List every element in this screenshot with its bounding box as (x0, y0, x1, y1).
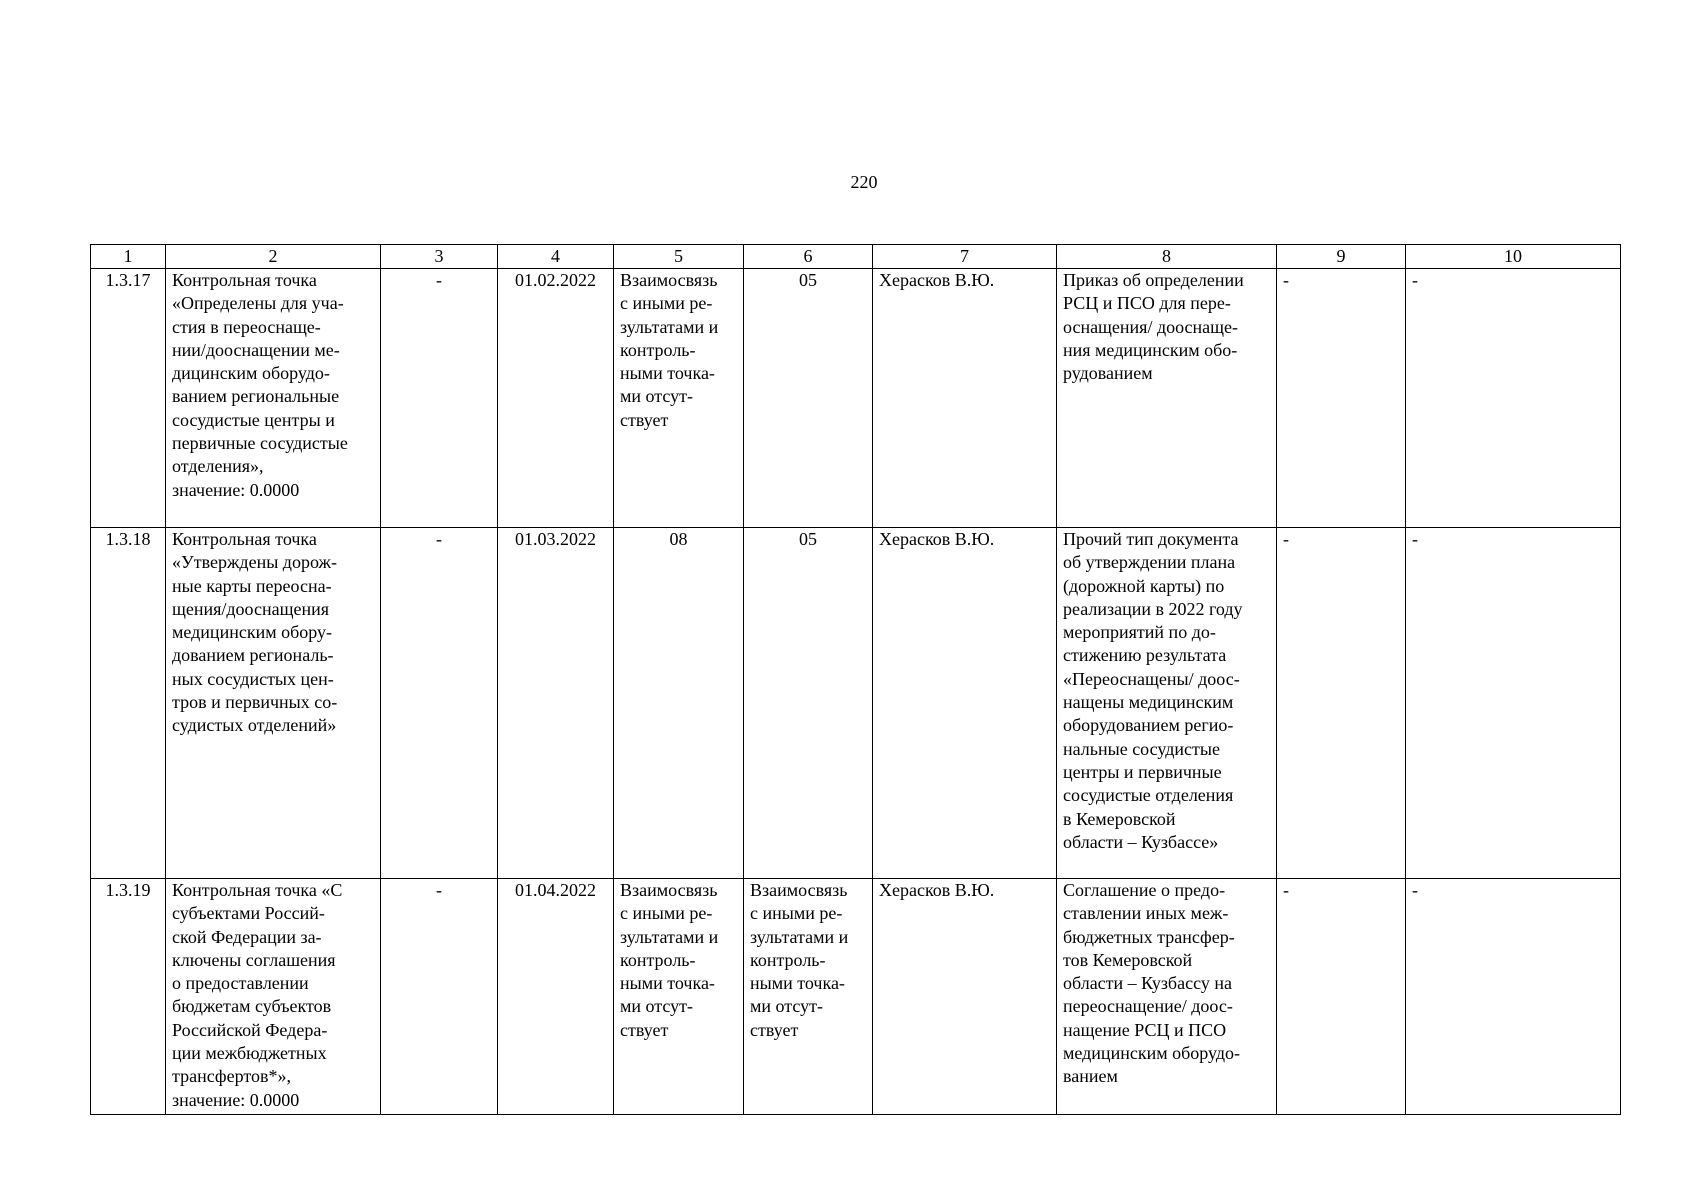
cell-col9: - (1277, 528, 1406, 879)
column-header: 6 (744, 245, 873, 269)
cell-col3: - (381, 528, 498, 879)
cell-responsible: Херасков В.Ю. (873, 269, 1057, 528)
cell-document: Приказ об определении РСЦ и ПСО для пере- оснащения/ дооснаще- ния медицинским обо- рудованием (1057, 269, 1277, 528)
column-header: 10 (1406, 245, 1621, 269)
table-row (91, 879, 1621, 1115)
row-number: 1.3.17 (91, 269, 166, 528)
cell-date: 01.02.2022 (498, 269, 614, 528)
cell-col10: - (1406, 528, 1621, 879)
cell-col9: - (1277, 879, 1406, 1115)
cell-col6: 05 (744, 269, 873, 528)
table-header-row (91, 245, 1621, 269)
cell-col6: 05 (744, 528, 873, 879)
column-header: 4 (498, 245, 614, 269)
cell-col3: - (381, 879, 498, 1115)
column-header: 3 (381, 245, 498, 269)
cell-document: Прочий тип документа об утверждении плана (дорожной карты) по реализации в 2022 году мероприятий по до- стижению результата «Переоснащены/ доос- нащены медицинским оборудованием регио- нальные сосудистые центры и первичные сосудистые отделения в Кемеровской области – Кузбассе» (1057, 528, 1277, 879)
row-number: 1.3.18 (91, 528, 166, 879)
cell-col5: Взаимосвязь с иными ре- зультатами и контроль- ными точка- ми отсут- ствует (614, 269, 744, 528)
control-points-table (90, 244, 1621, 1115)
column-header: 1 (91, 245, 166, 269)
cell-col5: 08 (614, 528, 744, 879)
control-point-name: Контрольная точка «Утверждены дорож- ные карты переосна- щения/дооснащения медицинским обору- дованием региональ- ных сосудистых цен- тров и первичных со- судистых отделений» (166, 528, 381, 879)
row-number: 1.3.19 (91, 879, 166, 1115)
control-point-name: Контрольная точка «С субъектами Россий- ской Федерации за- ключены соглашения о предоставлении бюджетам субъектов Российской Федера- ции межбюджетных трансфертов*», значение: 0.0000 (166, 879, 381, 1115)
cell-col5: Взаимосвязь с иными ре- зультатами и контроль- ными точка- ми отсут- ствует (614, 879, 744, 1115)
cell-col3: - (381, 269, 498, 528)
cell-document: Соглашение о предо- ставлении иных меж- бюджетных трансфер- тов Кемеровской области – Кузбассу на переоснащение/ доос- нащение РСЦ и ПСО медицинским оборудо- ванием (1057, 879, 1277, 1115)
page-number: 220 (850, 172, 878, 192)
cell-col6: Взаимосвязь с иными ре- зультатами и контроль- ными точка- ми отсут- ствует (744, 879, 873, 1115)
column-header: 7 (873, 245, 1057, 269)
column-header: 2 (166, 245, 381, 269)
table-row (91, 269, 1621, 528)
cell-responsible: Херасков В.Ю. (873, 879, 1057, 1115)
cell-col9: - (1277, 269, 1406, 528)
column-header: 9 (1277, 245, 1406, 269)
column-header: 5 (614, 245, 744, 269)
control-point-name: Контрольная точка «Определены для уча- стия в переоснаще- нии/дооснащении ме- дицинским оборудо- ванием региональные сосудистые центры и первичные сосудистые отделения», значение: 0.0000 (166, 269, 381, 528)
table-row (91, 528, 1621, 879)
cell-date: 01.04.2022 (498, 879, 614, 1115)
cell-col10: - (1406, 879, 1621, 1115)
cell-col10: - (1406, 269, 1621, 528)
cell-responsible: Херасков В.Ю. (873, 528, 1057, 879)
cell-date: 01.03.2022 (498, 528, 614, 879)
column-header: 8 (1057, 245, 1277, 269)
